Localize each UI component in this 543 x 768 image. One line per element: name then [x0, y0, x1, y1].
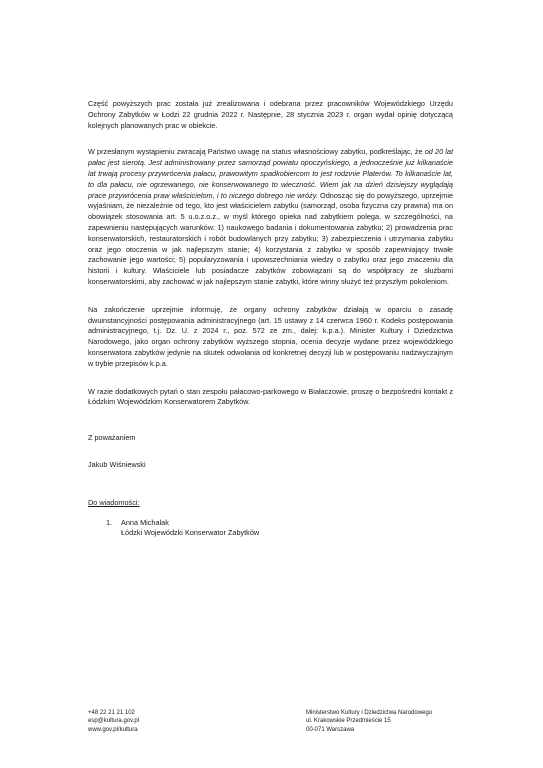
- cc-recipient-name: Anna Michalak: [121, 517, 169, 527]
- signature-name: Jakub Wiśniewski: [88, 459, 146, 469]
- footer-contact: [88, 709, 238, 734]
- cc-recipient-item: [106, 518, 453, 540]
- footer-website: www.gov.pl/kultura: [88, 726, 138, 733]
- cc-label: Do wiadomości:: [88, 497, 140, 507]
- quoted-petition-text: od 20 lat pałac jest sierotą. Jest administrowany przez samorząd powiatu opoczyńskiego, a jednocześnie już kilkanaście lat trwają procesy przywrócenia pałacu, prawowitym spadkobiercom to jest rodzinie Platerów. To kilkanaście lat, to dla pałacu, nie ogrzewanego, nie konserwowanego to wieczność. Wiem jak na dzień dzisiejszy wyglądają prace przywrócenia praw właścicielom, i to niczego dobrego nie wróży.: [88, 147, 453, 200]
- paragraph-work-status: Część powyższych prac została już zrealizowana i odebrana przez pracowników Wojewódzkiego Urzędu Ochrony Zabytków w Łodzi 22 grudnia 2022 r. Następnie, 28 stycznia 2023 r. organ wydał opinię dotyczącą kolejnych planowanych prac w obiekcie.: [88, 99, 453, 130]
- paragraph-ownership-explanation: Odnosząc się do powyższego, uprzejmie wyjaśniam, że niezależnie od tego, kto jest właścicielem zabytku (samorząd, osoba fizyczna czy prawna) ma on obowiązek stosowania art. 5 u.o.z.o.z., w myśl którego opieka nad zabytkiem polega, w szczególności, na zapewnieniu następujących warunków: 1) naukowego badania i dokumentowania zabytku; 2) prowadzenia prac konserwatorskich, restauratorskich i robót budowlanych przy zabytku; 3) zabezpieczenia i utrzymania zabytku oraz jego otoczenia w jak najlepszym stanie; 4) korzystania z zabytku w sposób zapewniający trwałe zachowanie jego wartości; 5) popularyzowania i upowszechniania wiedzy o zabytku oraz jego znaczeniu dla historii i kultury. Właściciele lub posiadacze zabytków zobowiązani są do współpracy ze służbami konserwatorskimi, aby zachować w jak najlepszym stanie zabytki, które winny służyć też przyszłym pokoleniom.: [88, 190, 454, 286]
- footer-email: esp@kultura.gov.pl: [88, 718, 140, 725]
- paragraph-contact: W razie dodatkowych pytań o stan zespołu pałacowo-parkowego w Białaczowie, proszę o bezpośredni kontakt z Łódzkim Wojewódzkim Konserwatorem Zabytków.: [88, 386, 453, 407]
- cc-recipient-title: Łódzki Wojewódzki Konserwator Zabytków: [121, 528, 260, 538]
- footer-phone: +48 22 21 21 102: [88, 710, 135, 716]
- closing-phrase: Z poważaniem: [88, 433, 136, 443]
- footer-ministry-name: Ministerstwo Kultury i Dziedzictwa Narodowego: [306, 710, 433, 716]
- paragraph-two-instance-principle: Na zakończenie uprzejmie informuję, że organy ochrony zabytków działają w oparciu o zasadę dwuinstancyjności postępowania administracyjnego (art. 15 ustawy z 14 czerwca 1960 r. Kodeks postępowania administracyjnego, t.j. Dz. U. z 2024 r., poz. 572 ze zm., dalej: k.p.a.). Minister Kultury i Dziedzictwa Narodowego, jako organ ochrony zabytków wyższego stopnia, ocenia decyzje wydane przez wojewódzkiego konserwatora zabytków jedynie na skutek odwołania od konkretnej decyzji lub w postępowaniu nadzwyczajnym w trybie przepisów k.p.a.: [88, 304, 453, 368]
- footer-postal-city: 00-071 Warszawa: [306, 726, 355, 733]
- footer-street: ul. Krakowskie Przedmieście 15: [306, 718, 391, 725]
- paragraph-ownership: [88, 147, 453, 287]
- footer-address: [306, 709, 466, 734]
- paragraph-ownership-intro: W przesłanym wystąpieniu zwracają Państwo uwagę na status własnościowy zabytku, podkreślając, że: [88, 147, 425, 157]
- letter-body: [88, 99, 453, 539]
- cc-recipient-number: 1.: [106, 517, 113, 527]
